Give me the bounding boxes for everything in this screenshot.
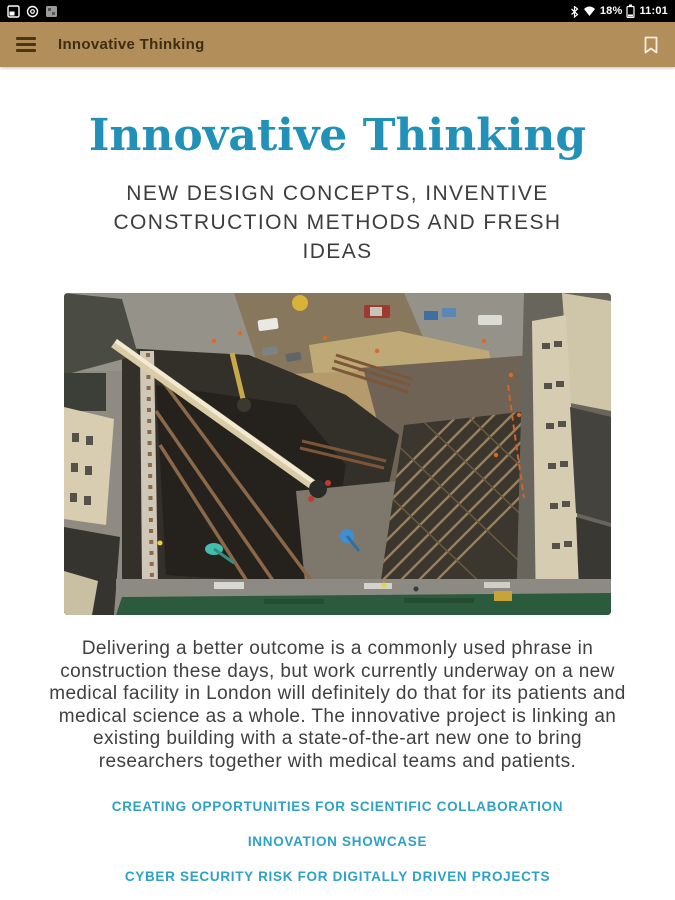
related-links — [0, 799, 675, 884]
hamburger-menu-icon[interactable] — [16, 34, 36, 56]
notification-app-icon — [45, 5, 58, 18]
article-subtitle: NEW DESIGN CONCEPTS, INVENTIVE CONSTRUCTION METHODS AND FRESH IDEAS — [113, 182, 562, 264]
notification-circle-icon — [26, 5, 39, 18]
link-innovation-showcase[interactable]: INNOVATION SHOWCASE — [247, 834, 428, 850]
wifi-icon — [583, 5, 596, 17]
article-body: Delivering a better outcome is a commonly used phrase in construction these days, but work currently underway on a new medical facility in London will definitely do that for its patients and medical science as a whole. The innovative project is linking an existing building with a state-of-the-art new one to bring researchers together with medical teams and patients. — [49, 638, 626, 772]
status-right-icons — [570, 4, 668, 18]
app-bar-title: Innovative Thinking — [58, 36, 205, 53]
app-bar — [0, 22, 675, 67]
hero-construction-photo — [64, 293, 611, 615]
article-content — [0, 110, 675, 885]
bookmark-icon[interactable] — [643, 35, 659, 55]
link-scientific-collaboration[interactable]: CREATING OPPORTUNITIES FOR SCIENTIFIC COLLABORATION — [111, 799, 564, 815]
notification-image-icon — [7, 5, 20, 18]
page-title: Innovative Thinking — [88, 110, 587, 161]
aerial-construction-site-illustration — [64, 293, 611, 615]
battery-icon — [626, 4, 635, 18]
status-bar — [0, 0, 675, 22]
battery-percent: 18% — [599, 5, 623, 17]
clock-time: 11:01 — [639, 5, 668, 17]
link-cyber-security-risk[interactable]: CYBER SECURITY RISK FOR DIGITALLY DRIVEN PROJECTS — [124, 869, 551, 885]
bluetooth-icon — [570, 5, 579, 18]
status-left-icons — [7, 5, 58, 18]
